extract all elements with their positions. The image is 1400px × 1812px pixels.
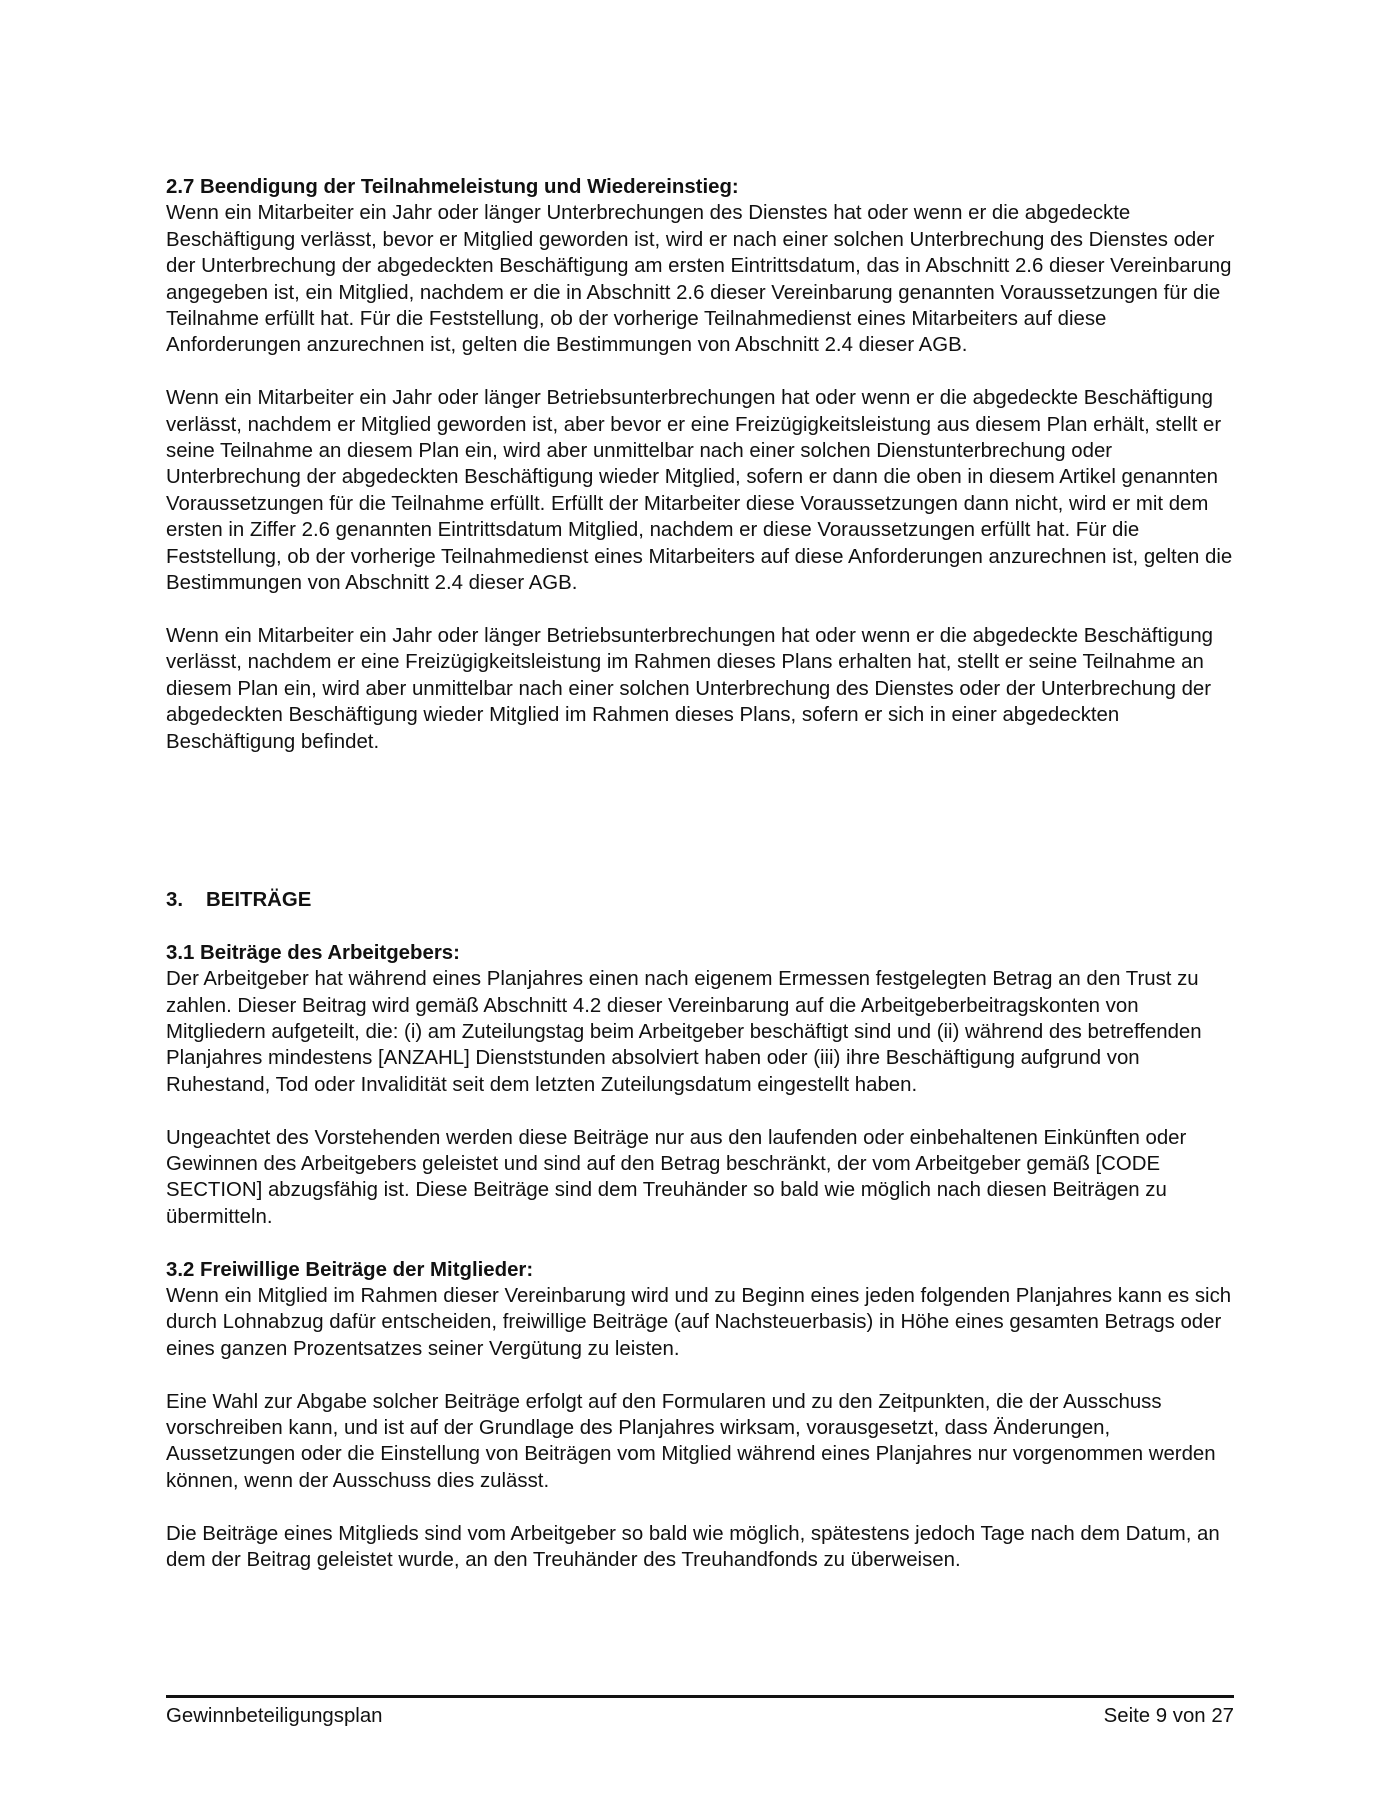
section-3-title xyxy=(166,887,1234,913)
section-2-7-paragraph-3: Wenn ein Mitarbeiter ein Jahr oder länger Betriebsunterbrechungen hat oder wenn er die abgedeckte Beschäftigung verlässt, nachdem er eine Freizügigkeitsleistung im Rahmen dieses Plans erhalten hat, stellt er seine Teilnahme an diesem Plan ein, wird aber unmittelbar nach einer solchen Unterbrechung des Dienstes oder der Unterbrechung der abgedeckten Beschäftigung wieder Mitglied im Rahmen dieses Plans, sofern er sich in einer abgedeckten Beschäftigung befindet. xyxy=(166,624,1214,753)
section-2-7-heading: 2.7 Beendigung der Teilnahmeleistung und Wiedereinstieg: xyxy=(166,176,739,198)
section-3-2-heading: 3.2 Freiwillige Beiträge der Mitglieder: xyxy=(166,1258,534,1281)
section-3-number: 3. xyxy=(166,888,184,911)
section-3-2-paragraph-2: Eine Wahl zur Abgabe solcher Beiträge erfolgt auf den Formularen und zu den Zeitpunkten, die der Ausschuss vorschreiben kann, und ist auf der Grundlage des Planjahres wirksam, vorausgesetzt, dass Änderungen, Aussetzungen oder die Einstellung von Beiträgen vom Mitglied während eines Planjahres nur vorgenommen werden können, wenn der Ausschuss dies zulässt. xyxy=(166,1390,1216,1492)
paragraph-gap xyxy=(166,1098,1234,1124)
section-2-7-paragraph-2: Wenn ein Mitarbeiter ein Jahr oder länger Betriebsunterbrechungen hat oder wenn er die abgedeckte Beschäftigung verlässt, nachdem er Mitglied geworden ist, aber bevor er eine Freizügigkeitsleistung aus diesem Plan erhält, stellt er seine Teilnahme an diesem Plan ein, wird aber unmittelbar nach einer solchen Dienstunterbrechung oder Unterbrechung der abgedeckten Beschäftigung wieder Mitglied, sofern er dann die oben in diesem Artikel genannten Voraussetzungen für die Teilnahme erfüllt. Erfüllt der Mitarbeiter diese Voraussetzungen dann nicht, wird er mit dem ersten in Ziffer 2.6 genannten Eintrittsdatum Mitglied, nachdem er diese Voraussetzungen erfüllt hat. Für die Feststellung, ob der vorherige Teilnahmedienst eines Mitarbeiters auf diese Anforderungen anzurechnen ist, gelten die Bestimmungen von Abschnitt 2.4 dieser AGB. xyxy=(166,387,1233,595)
paragraph-gap xyxy=(166,596,1234,622)
section-2-7-paragraph-1: Wenn ein Mitarbeiter ein Jahr oder länger Unterbrechungen des Dienstes hat oder wenn er die abgedeckte Beschäftigung verlässt, bevor er Mitglied geworden ist, wird er nach einer solchen Unterbrechung des Dienstes oder der Unterbrechung der abgedeckten Beschäftigung am ersten Eintrittsdatum, das in Abschnitt 2.6 dieser Vereinbarung angegeben ist, ein Mitglied, nachdem er die in Abschnitt 2.6 dieser Vereinbarung genannten Voraussetzungen für die Teilnahme erfüllt hat. Für die Feststellung, ob der vorherige Teilnahmedienst eines Mitarbeiters auf diese Anforderungen anzurechnen ist, gelten die Bestimmungen von Abschnitt 2.4 dieser AGB. xyxy=(166,202,1232,357)
paragraph-gap xyxy=(166,1494,1234,1520)
section-3-title-text: BEITRÄGE xyxy=(206,888,312,911)
section-3-2-paragraph-3: Die Beiträge eines Mitglieds sind vom Arbeitgeber so bald wie möglich, spätestens jedoch Tage nach dem Datum, an dem der Beitrag geleistet wurde, an den Treuhänder des Treuhandfonds zu überweisen. xyxy=(166,1522,1220,1571)
section-spacer xyxy=(166,755,1234,887)
footer-divider xyxy=(166,1695,1234,1698)
section-3-1-paragraph-1: Der Arbeitgeber hat während eines Planjahres einen nach eigenem Ermessen festgelegten Betrag an den Trust zu zahlen. Dieser Beitrag wird gemäß Abschnitt 4.2 dieser Vereinbarung auf die Arbeitgeberbeitragskonten von Mitgliedern aufgeteilt, die: (i) am Zuteilungstag beim Arbeitgeber beschäftigt sind und (ii) während des betreffenden Planjahres mindestens [ANZAHL] Dienststunden absolviert haben oder (iii) ihre Beschäftigung aufgrund von Ruhestand, Tod oder Invalidität seit dem letzten Zuteilungsdatum eingestellt haben. xyxy=(166,968,1202,1096)
page-content xyxy=(166,174,1234,1573)
footer-page-number: Seite 9 von 27 xyxy=(1103,1705,1234,1727)
page-footer xyxy=(166,1703,1234,1729)
section-3-1-paragraph-2: Ungeachtet des Vorstehenden werden diese Beiträge nur aus den laufenden oder einbehaltenen Einkünften oder Gewinnen des Arbeitgebers geleistet und sind auf den Betrag beschränkt, der vom Arbeitgeber gemäß [CODE SECTION] abzugsfähig ist. Diese Beiträge sind dem Treuhänder so bald wie möglich nach diesen Beiträgen zu übermitteln. xyxy=(166,1126,1187,1228)
paragraph-gap xyxy=(166,913,1234,939)
paragraph-gap xyxy=(166,1362,1234,1388)
paragraph-gap xyxy=(166,1230,1234,1256)
footer-document-title: Gewinnbeteiligungsplan xyxy=(166,1705,383,1727)
section-3-1-heading: 3.1 Beiträge des Arbeitgebers: xyxy=(166,941,460,964)
paragraph-gap xyxy=(166,359,1234,385)
section-3-2-paragraph-1: Wenn ein Mitglied im Rahmen dieser Vereinbarung wird und zu Beginn eines jeden folgenden Planjahres kann es sich durch Lohnabzug dafür entscheiden, freiwillige Beiträge (auf Nachsteuerbasis) in Höhe eines gesamten Betrags oder eines ganzen Prozentsatzes seiner Vergütung zu leisten. xyxy=(166,1284,1232,1360)
